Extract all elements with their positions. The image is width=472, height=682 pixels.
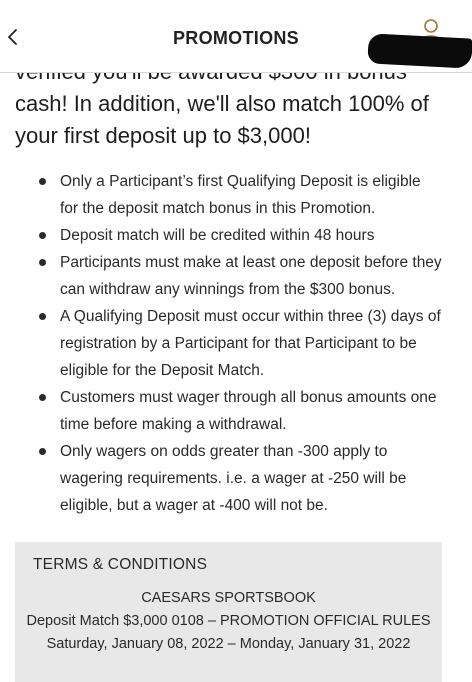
bullet-icon — [39, 313, 46, 320]
page-title: PROMOTIONS — [172, 28, 299, 48]
rule-text: A Qualifying Deposit must occur within three (3) days of registration by a Participant for that Participant to be eligible for the Deposit Match. — [60, 308, 441, 379]
rule-text: Only wagers on odds greater than -300 apply to wagering requirements. i.e. a wager at -250 will be eligible, but a wager at -400 will not be. — [60, 443, 407, 514]
rule-item — [0, 384, 472, 438]
rule-item — [0, 438, 472, 519]
rules-list — [0, 168, 472, 519]
rule-item — [0, 222, 472, 249]
terms-dates: Saturday, January 08, 2022 – Monday, January 31, 2022 — [46, 636, 411, 652]
rule-text: Customers must wager through all bonus amounts one time before making a withdrawal. — [60, 389, 437, 433]
rule-item — [0, 249, 472, 303]
redaction-mark — [367, 33, 472, 68]
terms-brand: CAESARS SPORTSBOOK — [141, 590, 316, 606]
rule-item — [0, 303, 472, 384]
bullet-icon — [39, 394, 46, 401]
rule-item — [0, 168, 472, 222]
bullet-icon — [39, 232, 46, 239]
rule-text: Participants must make at least one deposit before they can withdraw any winnings from the $300 bonus. — [60, 254, 442, 298]
bullet-icon — [39, 178, 46, 185]
terms-heading: TERMS & CONDITIONS — [33, 556, 208, 573]
bullet-icon — [39, 259, 46, 266]
terms-and-conditions-box — [15, 542, 442, 682]
rule-text: Only a Participant’s first Qualifying Deposit is eligible for the deposit match bonus in this Promotion. — [60, 173, 421, 217]
bullet-icon — [39, 448, 46, 455]
terms-rules-title: Deposit Match $3,000 0108 – PROMOTION OFFICIAL RULES — [26, 613, 431, 629]
intro-line: your first deposit up to $3,000! — [15, 123, 311, 148]
rule-text: Deposit match will be credited within 48 hours — [60, 227, 375, 244]
top-bar — [0, 0, 472, 73]
intro-paragraph — [15, 88, 445, 152]
intro-line: cash! In addition, we'll also match 100% of — [15, 91, 429, 116]
